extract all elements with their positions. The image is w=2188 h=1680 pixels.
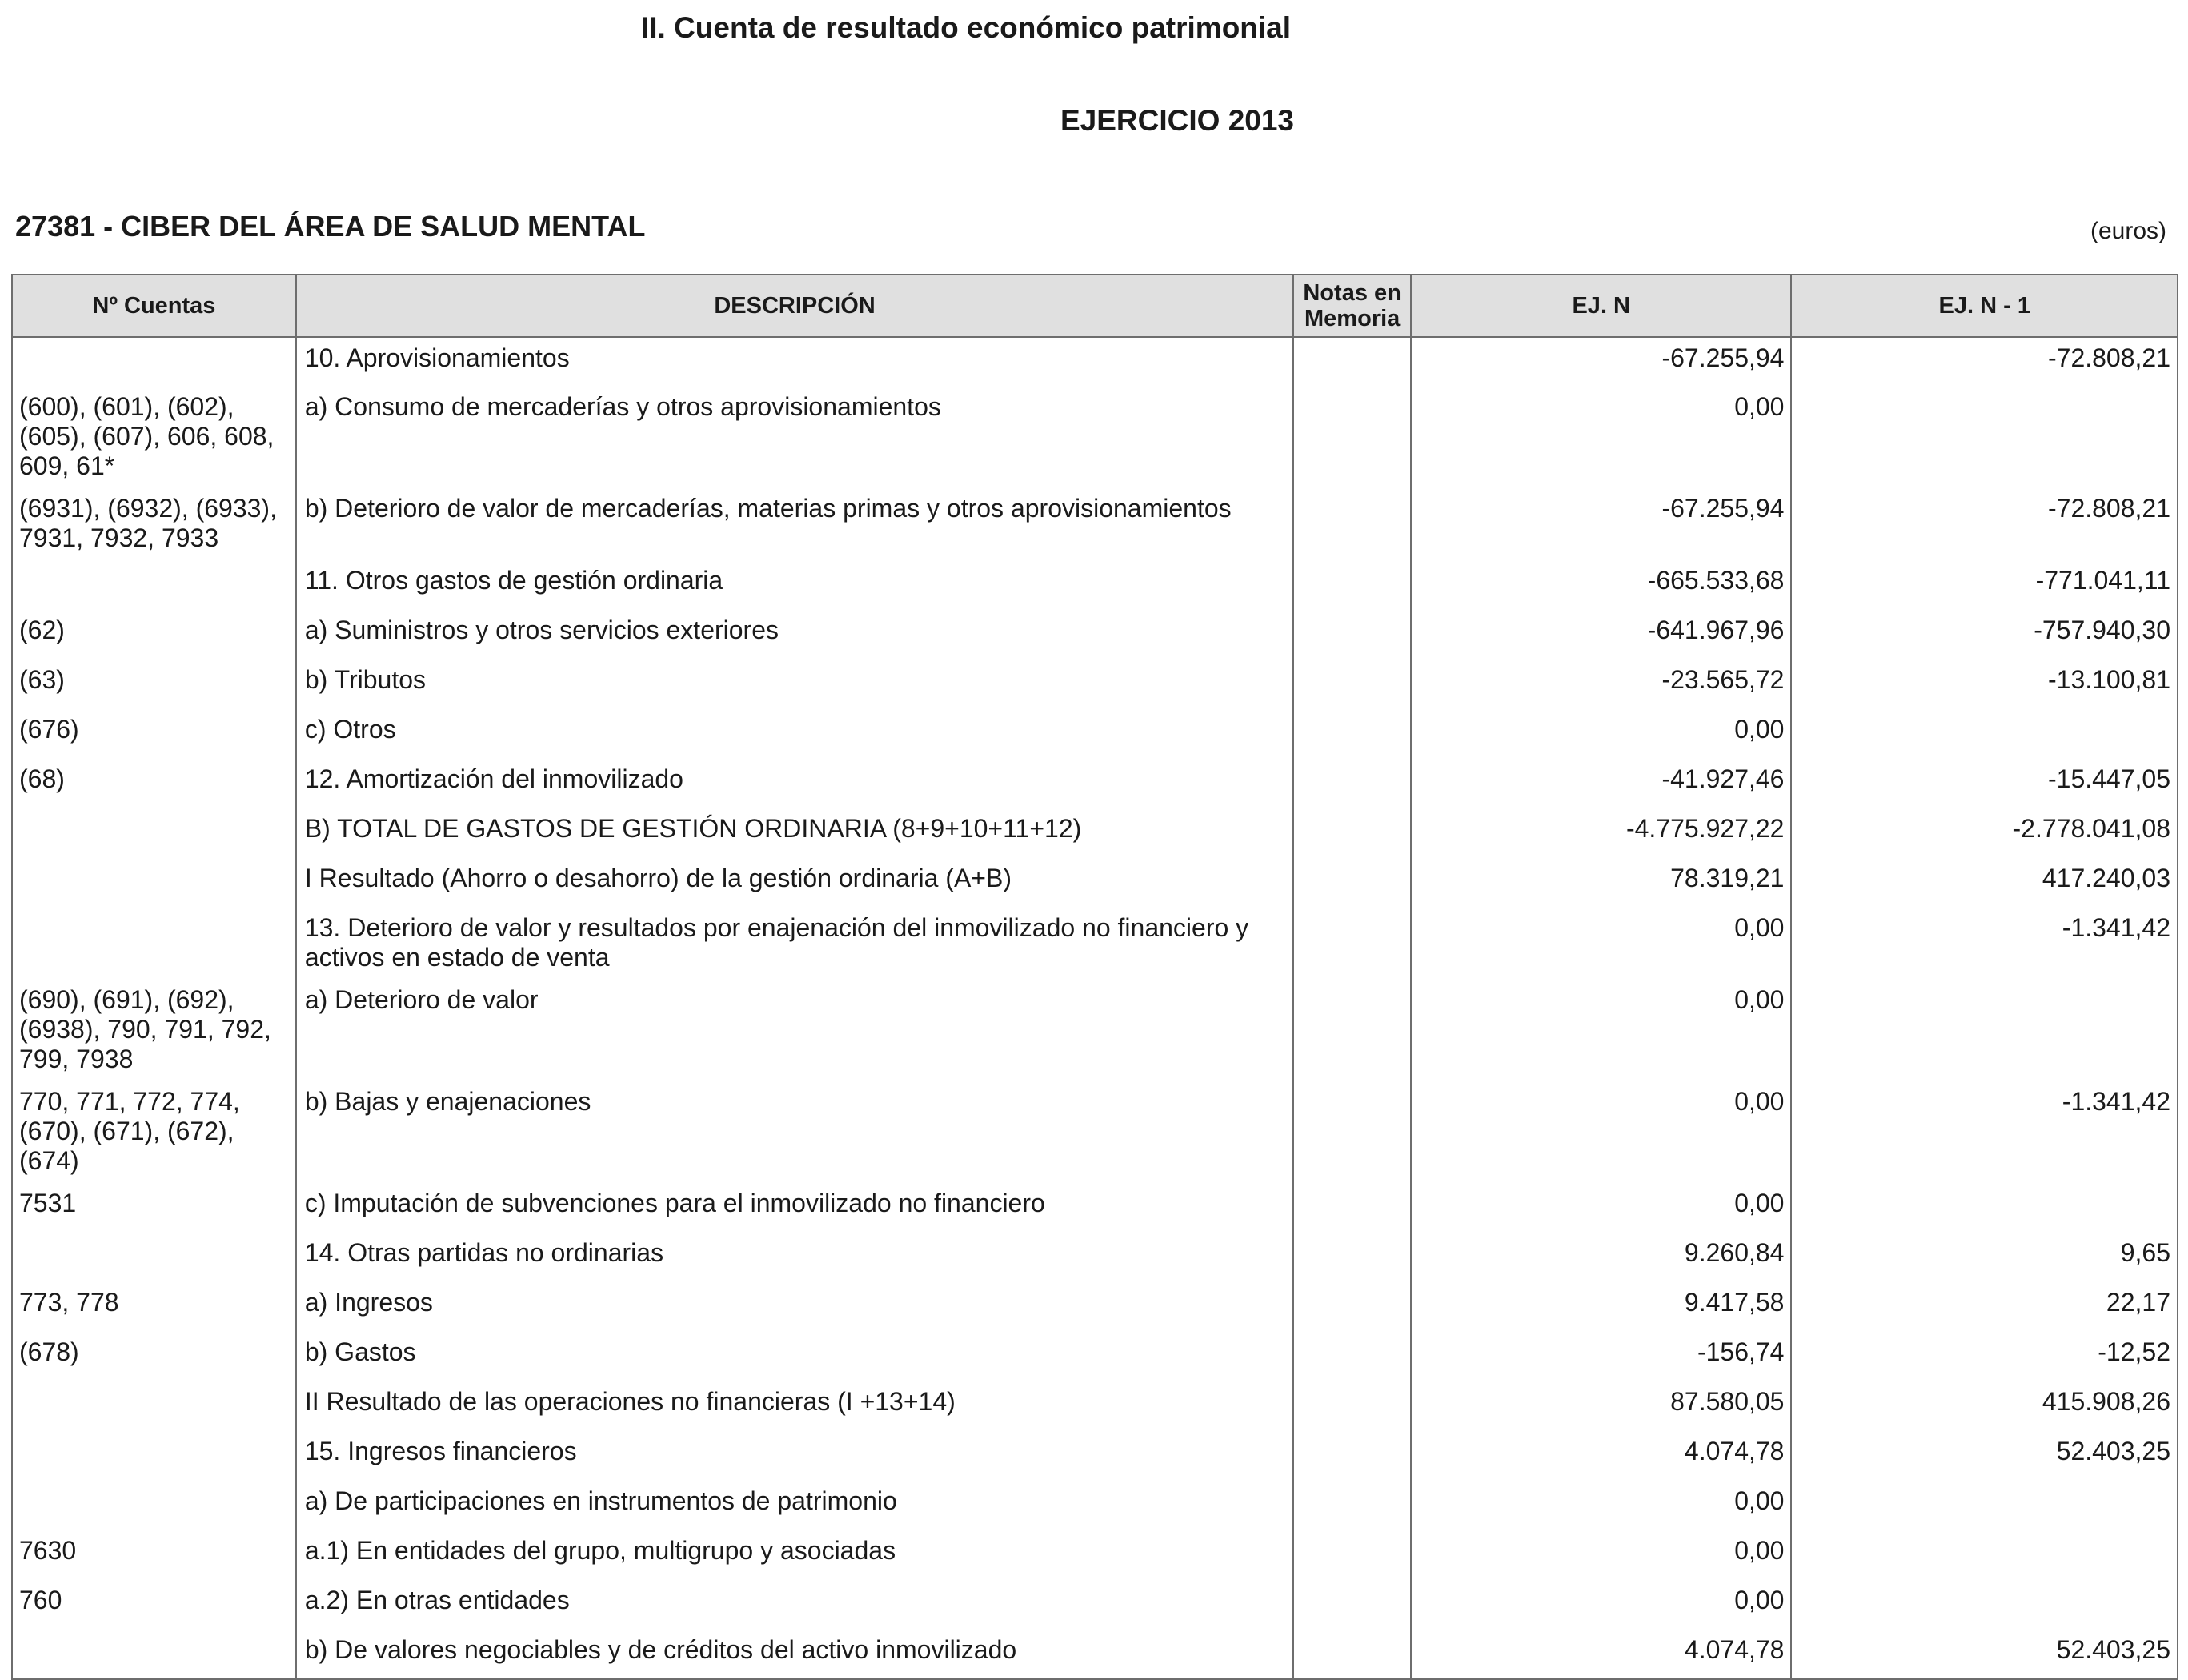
account-cell (12, 560, 296, 610)
value-year-n-cell: 0,00 (1411, 387, 1791, 488)
value-year-n-cell: 0,00 (1411, 1081, 1791, 1183)
value-year-n1-cell: -72.808,21 (1791, 337, 2178, 387)
header-year-n: EJ. N (1411, 275, 1791, 337)
value-year-n1-cell: -1.341,42 (1791, 1081, 2178, 1183)
account-cell: (600), (601), (602), (605), (607), 606, 608, 609, 61* (12, 387, 296, 488)
value-year-n1-cell (1791, 1530, 2178, 1580)
table-row (12, 980, 2178, 1081)
account-cell (12, 908, 296, 980)
description-cell: I Resultado (Ahorro o desahorro) de la gestión ordinaria (A+B) (296, 858, 1293, 908)
header-year-n1: EJ. N - 1 (1791, 275, 2178, 337)
description-cell: a.2) En otras entidades (296, 1580, 1293, 1630)
table-row (12, 709, 2178, 759)
notes-cell (1293, 488, 1411, 560)
description-cell: a) Consumo de mercaderías y otros aprovisionamientos (296, 387, 1293, 488)
value-year-n1-cell: 52.403,25 (1791, 1431, 2178, 1481)
table-row (12, 1282, 2178, 1332)
description-cell: a.1) En entidades del grupo, multigrupo y asociadas (296, 1530, 1293, 1580)
value-year-n1-cell: -771.041,11 (1791, 560, 2178, 610)
value-year-n1-cell: 415.908,26 (1791, 1381, 2178, 1431)
description-cell: b) Gastos (296, 1332, 1293, 1381)
notes-cell (1293, 1580, 1411, 1630)
description-cell: 12. Amortización del inmovilizado (296, 759, 1293, 808)
table-row (12, 1630, 2178, 1679)
table-row (12, 908, 2178, 980)
table-row (12, 1183, 2178, 1233)
account-cell: 773, 778 (12, 1282, 296, 1332)
value-year-n-cell: -67.255,94 (1411, 337, 1791, 387)
value-year-n1-cell: -757.940,30 (1791, 610, 2178, 660)
account-cell: (678) (12, 1332, 296, 1381)
description-cell: a) Ingresos (296, 1282, 1293, 1332)
account-cell (12, 1233, 296, 1282)
table-row (12, 387, 2178, 488)
value-year-n-cell: -641.967,96 (1411, 610, 1791, 660)
description-cell: c) Otros (296, 709, 1293, 759)
header-notes-line1: Notas en (1303, 280, 1401, 306)
account-cell: 7531 (12, 1183, 296, 1233)
notes-cell (1293, 908, 1411, 980)
description-cell: II Resultado de las operaciones no financieras (I +13+14) (296, 1381, 1293, 1431)
value-year-n-cell: 0,00 (1411, 1183, 1791, 1233)
table-body (12, 337, 2178, 1679)
value-year-n-cell: 4.074,78 (1411, 1630, 1791, 1679)
description-cell: B) TOTAL DE GASTOS DE GESTIÓN ORDINARIA (8+9+10+11+12) (296, 808, 1293, 858)
value-year-n1-cell: 22,17 (1791, 1282, 2178, 1332)
description-cell: b) Bajas y enajenaciones (296, 1081, 1293, 1183)
currency-label: (euros) (2090, 218, 2166, 244)
description-cell: 14. Otras partidas no ordinarias (296, 1233, 1293, 1282)
account-cell (12, 1431, 296, 1481)
notes-cell (1293, 610, 1411, 660)
value-year-n1-cell (1791, 387, 2178, 488)
value-year-n-cell: -67.255,94 (1411, 488, 1791, 560)
notes-cell (1293, 560, 1411, 610)
account-cell: 7630 (12, 1530, 296, 1580)
description-cell: b) Tributos (296, 660, 1293, 709)
description-cell: 11. Otros gastos de gestión ordinaria (296, 560, 1293, 610)
account-cell: (68) (12, 759, 296, 808)
table-header-row (12, 275, 2178, 337)
value-year-n-cell: -41.927,46 (1411, 759, 1791, 808)
value-year-n1-cell: 52.403,25 (1791, 1630, 2178, 1679)
notes-cell (1293, 1431, 1411, 1481)
table-row (12, 808, 2178, 858)
notes-cell (1293, 387, 1411, 488)
account-cell (12, 1481, 296, 1530)
value-year-n-cell: -23.565,72 (1411, 660, 1791, 709)
account-cell: (6931), (6932), (6933), 7931, 7932, 7933 (12, 488, 296, 560)
value-year-n1-cell: -12,52 (1791, 1332, 2178, 1381)
value-year-n1-cell: -72.808,21 (1791, 488, 2178, 560)
value-year-n1-cell: -15.447,05 (1791, 759, 2178, 808)
header-notes-line2: Memoria (1304, 306, 1401, 331)
description-cell: a) De participaciones en instrumentos de patrimonio (296, 1481, 1293, 1530)
table-row (12, 660, 2178, 709)
account-cell: (676) (12, 709, 296, 759)
notes-cell (1293, 1630, 1411, 1679)
table-row (12, 1081, 2178, 1183)
header-accounts: Nº Cuentas (12, 275, 296, 337)
table-row (12, 560, 2178, 610)
table-row (12, 1431, 2178, 1481)
account-cell: 770, 771, 772, 774, (670), (671), (672), (674) (12, 1081, 296, 1183)
description-cell: a) Deterioro de valor (296, 980, 1293, 1081)
account-cell: (690), (691), (692), (6938), 790, 791, 792, 799, 7938 (12, 980, 296, 1081)
account-cell (12, 1630, 296, 1679)
notes-cell (1293, 1282, 1411, 1332)
table-row (12, 858, 2178, 908)
account-cell (12, 858, 296, 908)
value-year-n1-cell: 417.240,03 (1791, 858, 2178, 908)
table-row (12, 1530, 2178, 1580)
notes-cell (1293, 709, 1411, 759)
value-year-n1-cell (1791, 980, 2178, 1081)
description-cell: b) De valores negociables y de créditos del activo inmovilizado (296, 1630, 1293, 1679)
notes-cell (1293, 808, 1411, 858)
value-year-n-cell: 0,00 (1411, 1530, 1791, 1580)
table-row (12, 1481, 2178, 1530)
value-year-n-cell: 0,00 (1411, 1481, 1791, 1530)
exercise-year: EJERCICIO 2013 (1060, 104, 1295, 137)
notes-cell (1293, 1481, 1411, 1530)
account-cell (12, 808, 296, 858)
value-year-n-cell: 0,00 (1411, 709, 1791, 759)
notes-cell (1293, 660, 1411, 709)
value-year-n-cell: -665.533,68 (1411, 560, 1791, 610)
value-year-n-cell: 0,00 (1411, 1580, 1791, 1630)
value-year-n-cell: 4.074,78 (1411, 1431, 1791, 1481)
notes-cell (1293, 1081, 1411, 1183)
notes-cell (1293, 1332, 1411, 1381)
value-year-n1-cell (1791, 709, 2178, 759)
value-year-n1-cell (1791, 1183, 2178, 1233)
value-year-n-cell: -156,74 (1411, 1332, 1791, 1381)
document-title: II. Cuenta de resultado económico patrimonial (640, 11, 1292, 44)
value-year-n-cell: 0,00 (1411, 980, 1791, 1081)
value-year-n1-cell (1791, 1481, 2178, 1530)
value-year-n1-cell: -13.100,81 (1791, 660, 2178, 709)
table-row (12, 337, 2178, 387)
notes-cell (1293, 980, 1411, 1081)
account-cell: 760 (12, 1580, 296, 1630)
table-row (12, 1381, 2178, 1431)
table-row (12, 488, 2178, 560)
notes-cell (1293, 1530, 1411, 1580)
description-cell: a) Suministros y otros servicios exteriores (296, 610, 1293, 660)
description-cell: 15. Ingresos financieros (296, 1431, 1293, 1481)
table-row (12, 1233, 2178, 1282)
account-cell: (63) (12, 660, 296, 709)
value-year-n1-cell: 9,65 (1791, 1233, 2178, 1282)
header-description: DESCRIPCIÓN (296, 275, 1293, 337)
table-row (12, 759, 2178, 808)
account-cell (12, 1381, 296, 1431)
header-notes (1293, 275, 1411, 337)
notes-cell (1293, 1183, 1411, 1233)
value-year-n1-cell: -2.778.041,08 (1791, 808, 2178, 858)
account-cell (12, 337, 296, 387)
value-year-n1-cell: -1.341,42 (1791, 908, 2178, 980)
value-year-n-cell: 87.580,05 (1411, 1381, 1791, 1431)
table-row (12, 1332, 2178, 1381)
notes-cell (1293, 1381, 1411, 1431)
notes-cell (1293, 337, 1411, 387)
value-year-n-cell: 9.260,84 (1411, 1233, 1791, 1282)
value-year-n-cell: 0,00 (1411, 908, 1791, 980)
table-row (12, 610, 2178, 660)
notes-cell (1293, 759, 1411, 808)
description-cell: b) Deterioro de valor de mercaderías, materias primas y otros aprovisionamientos (296, 488, 1293, 560)
value-year-n-cell: 78.319,21 (1411, 858, 1791, 908)
notes-cell (1293, 1233, 1411, 1282)
value-year-n1-cell (1791, 1580, 2178, 1630)
results-table (11, 274, 2178, 1680)
description-cell: 13. Deterioro de valor y resultados por enajenación del inmovilizado no financiero y activos en estado de venta (296, 908, 1293, 980)
value-year-n-cell: 9.417,58 (1411, 1282, 1791, 1332)
table-row (12, 1580, 2178, 1630)
entity-name: 27381 - CIBER DEL ÁREA DE SALUD MENTAL (15, 210, 646, 243)
account-cell: (62) (12, 610, 296, 660)
description-cell: 10. Aprovisionamientos (296, 337, 1293, 387)
description-cell: c) Imputación de subvenciones para el inmovilizado no financiero (296, 1183, 1293, 1233)
notes-cell (1293, 858, 1411, 908)
value-year-n-cell: -4.775.927,22 (1411, 808, 1791, 858)
